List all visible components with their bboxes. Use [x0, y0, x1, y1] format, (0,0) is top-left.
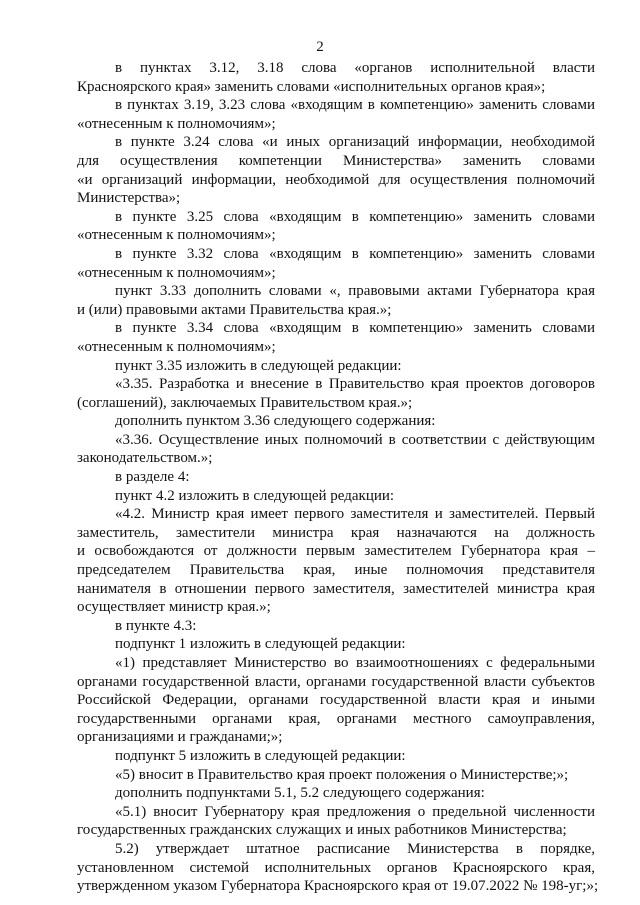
- text-line: органами государственной власти, органами государственной власти субъектов: [77, 673, 595, 690]
- paragraph: [77, 208, 595, 245]
- text-line: и освобождаются от должности первым заместителем Губернатора края –: [77, 543, 595, 560]
- text-line: в пункте 3.24 слова «и иных организаций информации, необходимой: [115, 134, 595, 151]
- paragraph: [77, 96, 595, 133]
- paragraph: [77, 245, 595, 282]
- text-line: 5.2) утверждает штатное расписание Министерства в порядке,: [115, 840, 595, 857]
- text-line: государственных гражданских служащих и иных работников Министерства;: [77, 822, 567, 839]
- text-line: пункт 4.2 изложить в следующей редакции:: [115, 487, 395, 504]
- text-line: законодательством.»;: [77, 450, 213, 467]
- paragraph: [77, 617, 595, 636]
- text-line: в пунктах 3.19, 3.23 слова «входящим в компетенцию» заменить словами: [115, 97, 595, 114]
- paragraph: [77, 133, 595, 207]
- text-line: «5) вносит в Правительство края проект положения о Министерстве;»;: [115, 766, 569, 783]
- text-line: подпункт 5 изложить в следующей редакции:: [115, 747, 406, 764]
- text-line: установленном системой исполнительных органов Красноярского края,: [77, 859, 595, 876]
- text-line: в пунктах 3.12, 3.18 слова «органов исполнительной власти: [115, 60, 595, 76]
- text-line: дополнить подпунктами 5.1, 5.2 следующего содержания:: [115, 785, 485, 802]
- paragraph: [77, 319, 595, 356]
- paragraph: [77, 468, 595, 487]
- text-line: (соглашений), заключаемых Правительством края.»;: [77, 394, 413, 411]
- text-line: в разделе 4:: [115, 469, 190, 486]
- paragraph: [77, 784, 595, 803]
- text-line: Красноярского края» заменить словами «исполнительных органов края»;: [77, 78, 546, 95]
- text-line: для осуществления компетенции Министерства» заменить словами: [77, 152, 595, 169]
- text-line: «1) представляет Министерство во взаимоотношениях с федеральными: [115, 655, 595, 671]
- page-number: 2: [316, 39, 324, 55]
- paragraph: [77, 375, 595, 412]
- paragraph: [77, 766, 595, 785]
- paragraph: [77, 803, 595, 840]
- text-line: в пункте 3.34 слова «входящим в компетенцию» заменить словами: [115, 320, 595, 337]
- paragraph: [77, 412, 595, 431]
- text-line: подпункт 1 изложить в следующей редакции:: [115, 636, 406, 653]
- paragraph: [77, 505, 595, 617]
- paragraph: [77, 431, 595, 468]
- paragraph: [77, 840, 599, 896]
- text-line: пункт 3.35 изложить в следующей редакции:: [115, 357, 402, 374]
- text-line: и (или) правовыми актами Правительства края.»;: [77, 301, 392, 318]
- text-line: «5.1) вносит Губернатору края предложения о предельной численности: [115, 803, 595, 820]
- paragraph: [77, 635, 595, 654]
- paragraph: [77, 59, 595, 96]
- text-line: осуществляет министр края.»;: [77, 599, 271, 616]
- text-line: «отнесенным к полномочиям»;: [77, 115, 276, 132]
- text-line: «4.2. Министр края имеет первого заместителя и заместителей. Первый: [115, 506, 595, 523]
- text-line: Министерства»;: [77, 190, 181, 207]
- paragraph: [77, 654, 595, 747]
- text-line: «и организаций информации, необходимой для осуществления полномочий: [77, 171, 595, 188]
- text-line: заместитель, заместители министра края назначаются на должность: [77, 524, 595, 541]
- text-line: «отнесенным к полномочиям»;: [77, 227, 276, 244]
- text-line: государственными органами края, органами местного самоуправления,: [77, 710, 595, 727]
- text-line: нанимателя в отношении первого заместителя, заместителей министра края: [77, 580, 595, 597]
- paragraph: [77, 487, 595, 506]
- text-line: дополнить пунктом 3.36 следующего содержания:: [115, 413, 436, 430]
- text-line: «3.35. Разработка и внесение в Правительство края проектов договоров: [115, 376, 595, 393]
- text-line: организациями и гражданами;»;: [77, 729, 283, 746]
- text-line: председателем Правительства края, иные полномочия представителя: [77, 562, 595, 579]
- text-line: в пункте 4.3:: [115, 617, 197, 634]
- document-body: [77, 59, 599, 896]
- text-line: «отнесенным к полномочиям»;: [77, 338, 276, 355]
- paragraph: [77, 357, 595, 376]
- text-line: утвержденном указом Губернатора Красноярского края от 19.07.2022 № 198-уг;»;: [77, 878, 599, 895]
- text-line: «3.36. Осуществление иных полномочий в соответствии с действующим: [115, 431, 595, 448]
- text-line: в пункте 3.32 слова «входящим в компетенцию» заменить словами: [115, 245, 595, 262]
- text-line: «отнесенным к полномочиям»;: [77, 264, 276, 281]
- text-line: пункт 3.33 дополнить словами «, правовыми актами Губернатора края: [115, 283, 595, 300]
- text-line: Российской Федерации, органами государственной власти края и иными: [77, 692, 595, 709]
- paragraph: [77, 747, 595, 766]
- text-line: в пункте 3.25 слова «входящим в компетенцию» заменить словами: [115, 208, 595, 225]
- paragraph: [77, 282, 595, 319]
